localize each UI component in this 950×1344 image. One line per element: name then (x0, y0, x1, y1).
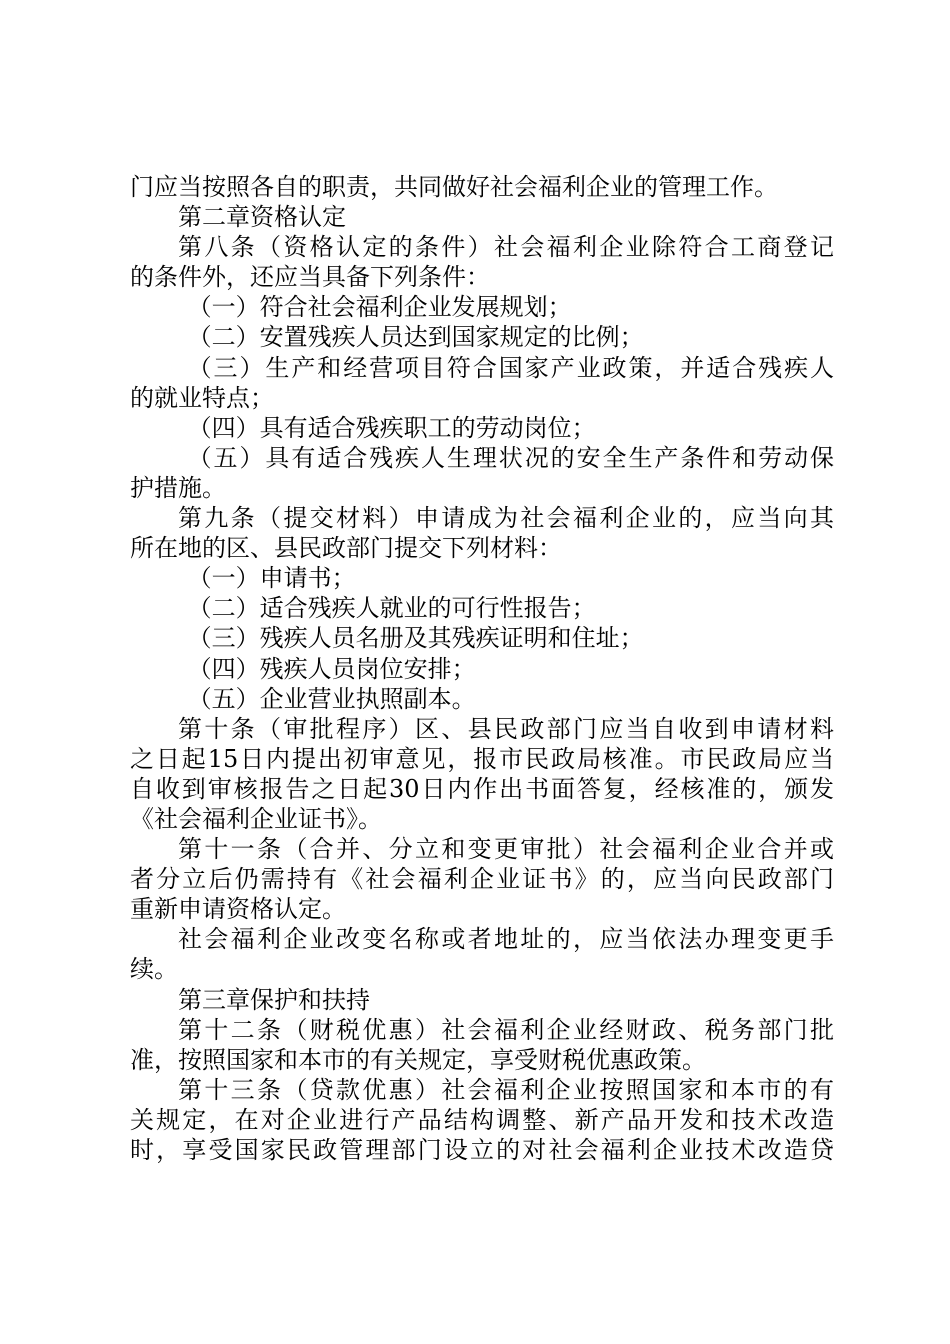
text-line: 第二章资格认定 (178, 203, 346, 232)
text-line: 护措施。 (130, 473, 226, 502)
text-line: （三）生产和经营项目符合国家产业政策，并适合残疾人 (187, 353, 834, 382)
document-body (130, 172, 834, 1165)
text-line: 《社会福利企业证书》。 (130, 804, 382, 833)
text-line: （一）符合社会福利企业发展规划； (187, 293, 572, 322)
text-line: 关规定，在对企业进行产品结构调整、新产品开发和技术改造 (130, 1105, 834, 1134)
text-line: 第三章保护和扶持 (178, 985, 370, 1014)
text-line: 续。 (130, 955, 178, 984)
text-line: 第九条（提交材料）申请成为社会福利企业的，应当向其 (178, 504, 834, 533)
text-line: 时，享受国家民政管理部门设立的对社会福利企业技术改造贷 (130, 1136, 834, 1164)
text-line: 所在地的区、县民政部门提交下列材料： (130, 534, 562, 563)
text-line: 重新申请资格认定。 (130, 895, 346, 924)
text-line: （五）具有适合残疾人生理状况的安全生产条件和劳动保 (187, 443, 834, 472)
text-line: 第十三条（贷款优惠）社会福利企业按照国家和本市的有 (178, 1075, 834, 1104)
text-line: 自收到审核报告之日起30日内作出书面答复，经核准的，颁发 (130, 774, 834, 803)
text-line: 者分立后仍需持有《社会福利企业证书》的，应当向民政部门 (130, 865, 834, 894)
text-line: 第十二条（财税优惠）社会福利企业经财政、税务部门批 (178, 1015, 834, 1044)
text-line: 之日起15日内提出初审意见，报市民政局核准。市民政局应当 (130, 744, 834, 773)
text-line: 的就业特点； (130, 383, 274, 412)
text-line: （四）具有适合残疾职工的劳动岗位； (187, 413, 596, 442)
text-line: （一）申请书； (187, 564, 356, 593)
text-line: 第十条（审批程序）区、县民政部门应当自收到申请材料 (178, 714, 834, 743)
text-line: 门应当按照各自的职责，共同做好社会福利企业的管理工作。 (130, 173, 778, 201)
text-line: 第十一条（合并、分立和变更审批）社会福利企业合并或 (178, 835, 834, 864)
text-line: （二）安置残疾人员达到国家规定的比例； (187, 323, 644, 352)
text-line: 准，按照国家和本市的有关规定，享受财税优惠政策。 (130, 1045, 706, 1074)
text-line: （二）适合残疾人就业的可行性报告； (187, 594, 596, 623)
text-line: （四）残疾人员岗位安排； (187, 654, 476, 683)
text-line: （三）残疾人员名册及其残疾证明和住址； (187, 624, 644, 653)
text-line: 社会福利企业改变名称或者地址的，应当依法办理变更手 (178, 925, 834, 954)
text-line: 第八条（资格认定的条件）社会福利企业除符合工商登记 (178, 233, 834, 262)
text-line: （五）企业营业执照副本。 (187, 684, 476, 713)
text-line: 的条件外，还应当具备下列条件： (130, 263, 490, 292)
